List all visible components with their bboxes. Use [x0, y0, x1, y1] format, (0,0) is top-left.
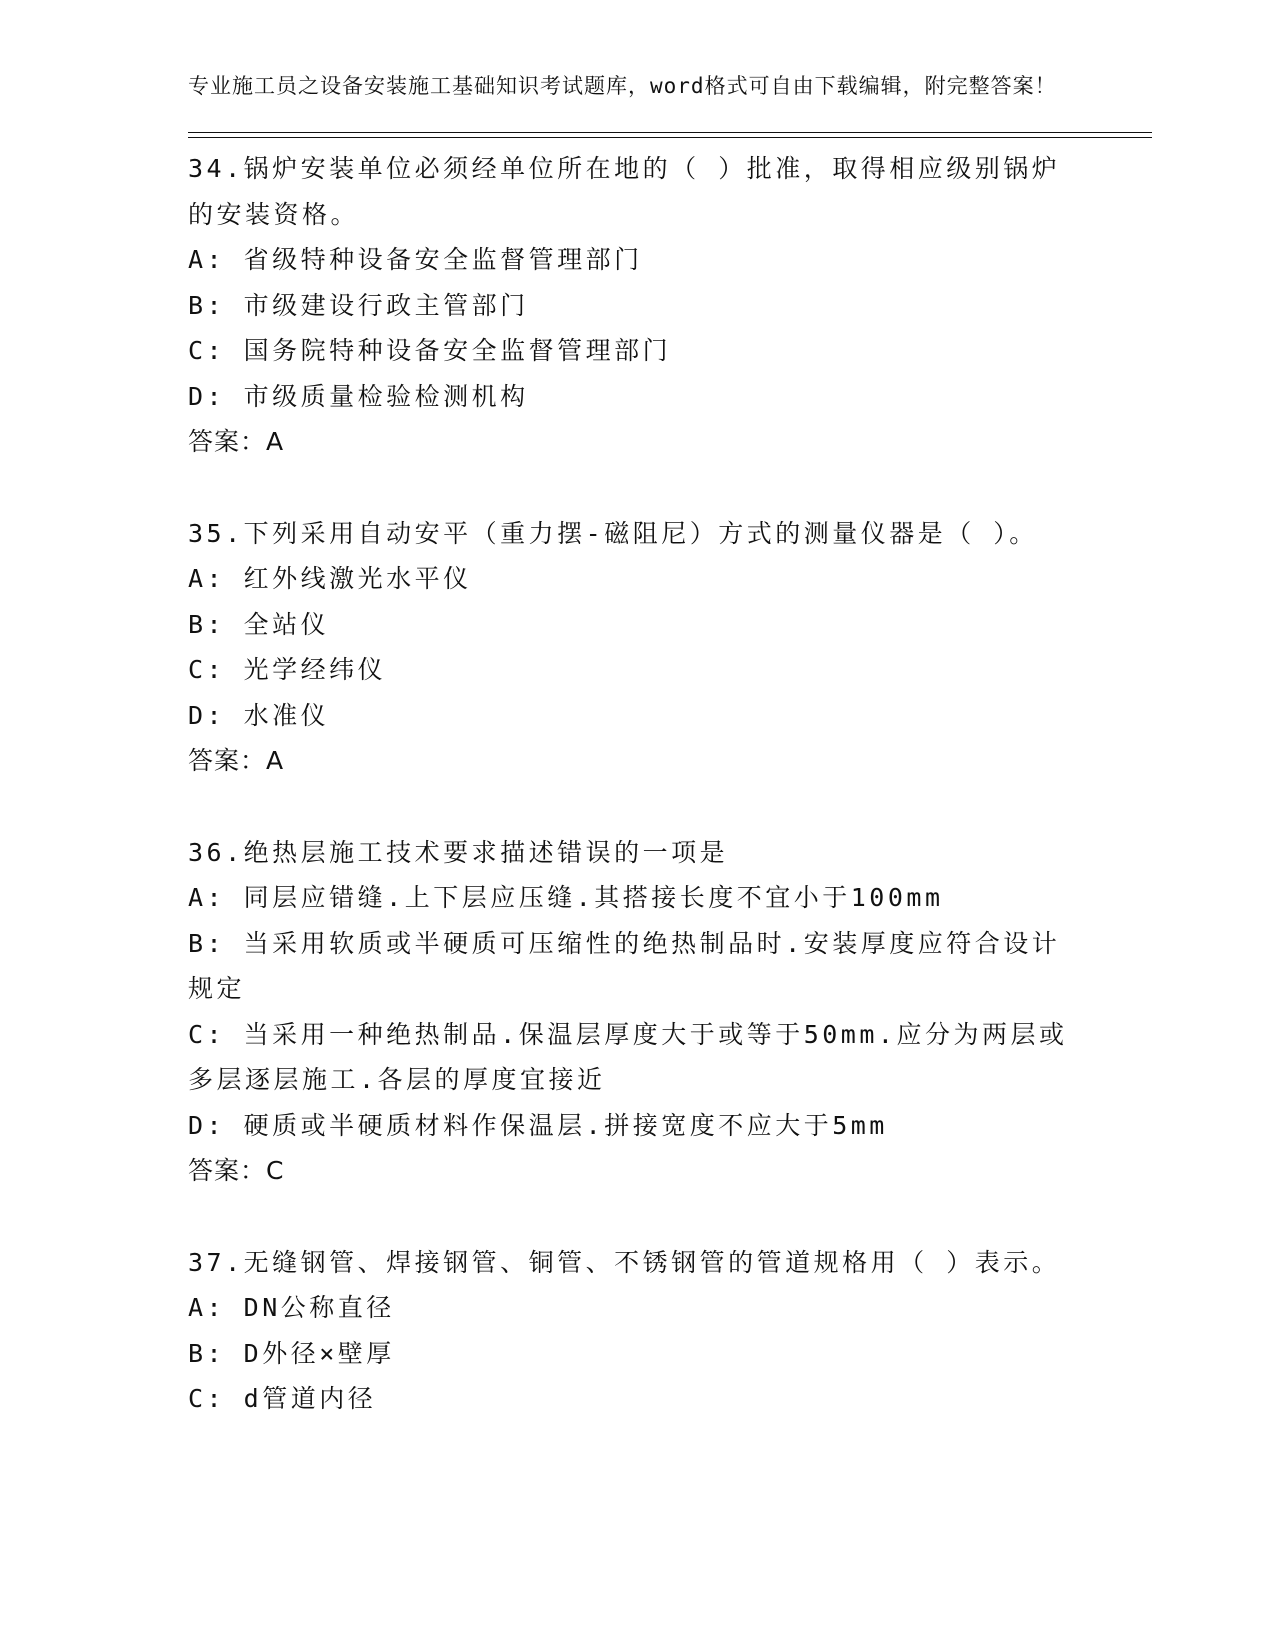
option-a: A: 同层应错缝.上下层应压缝.其搭接长度不宜小于100mm — [188, 883, 944, 912]
document-header: 专业施工员之设备安装施工基础知识考试题库，word格式可自由下载编辑，附完整答案！ — [188, 74, 1057, 98]
option-a: A: 红外线激光水平仪 — [188, 564, 472, 593]
question-37 — [188, 1240, 1152, 1422]
page-content — [188, 70, 1152, 1468]
option-d: D: 市级质量检验检测机构 — [188, 381, 529, 411]
option-a: A: 省级特种设备安全监督管理部门 — [188, 245, 643, 274]
question-36 — [188, 830, 1152, 1194]
answer-line: 答案：A — [188, 746, 285, 775]
option-c: C: 国务院特种设备安全监督管理部门 — [188, 336, 672, 365]
option-c: C: 光学经纬仪 — [188, 655, 387, 684]
question-stem: 35.下列采用自动安平（重力摆-磁阻尼）方式的测量仪器是（ ）。 — [188, 518, 1038, 548]
answer-line: 答案：A — [188, 427, 285, 456]
option-b: B: 市级建设行政主管部门 — [188, 290, 529, 320]
header-divider — [188, 132, 1152, 138]
question-stem: 34.锅炉安装单位必须经单位所在地的（ ）批准，取得相应级别锅炉的安装资格。 — [188, 154, 1061, 229]
question-35 — [188, 511, 1152, 784]
option-d: D: 硬质或半硬质材料作保温层.拼接宽度不应大于5mm — [188, 1110, 888, 1140]
option-c: C: d管道内径 — [188, 1384, 377, 1413]
question-stem: 37.无缝钢管、焊接钢管、铜管、不锈钢管的管道规格用（ ）表示。 — [188, 1247, 1061, 1277]
option-d: D: 水准仪 — [188, 700, 330, 730]
question-stem: 36.绝热层施工技术要求描述错误的一项是 — [188, 837, 729, 867]
option-a: A: DN公称直径 — [188, 1293, 395, 1322]
question-list — [188, 146, 1152, 1422]
option-b: B: D外径×壁厚 — [188, 1338, 395, 1368]
option-c: C: 当采用一种绝热制品.保温层厚度大于或等于50mm.应分为两层或多层逐层施工.各层的厚度宜接近 — [188, 1019, 1068, 1094]
option-b: B: 全站仪 — [188, 609, 330, 639]
question-34 — [188, 146, 1152, 465]
option-b: B: 当采用软质或半硬质可压缩性的绝热制品时.安装厚度应符合设计规定 — [188, 928, 1061, 1003]
answer-line: 答案：C — [188, 1156, 285, 1185]
